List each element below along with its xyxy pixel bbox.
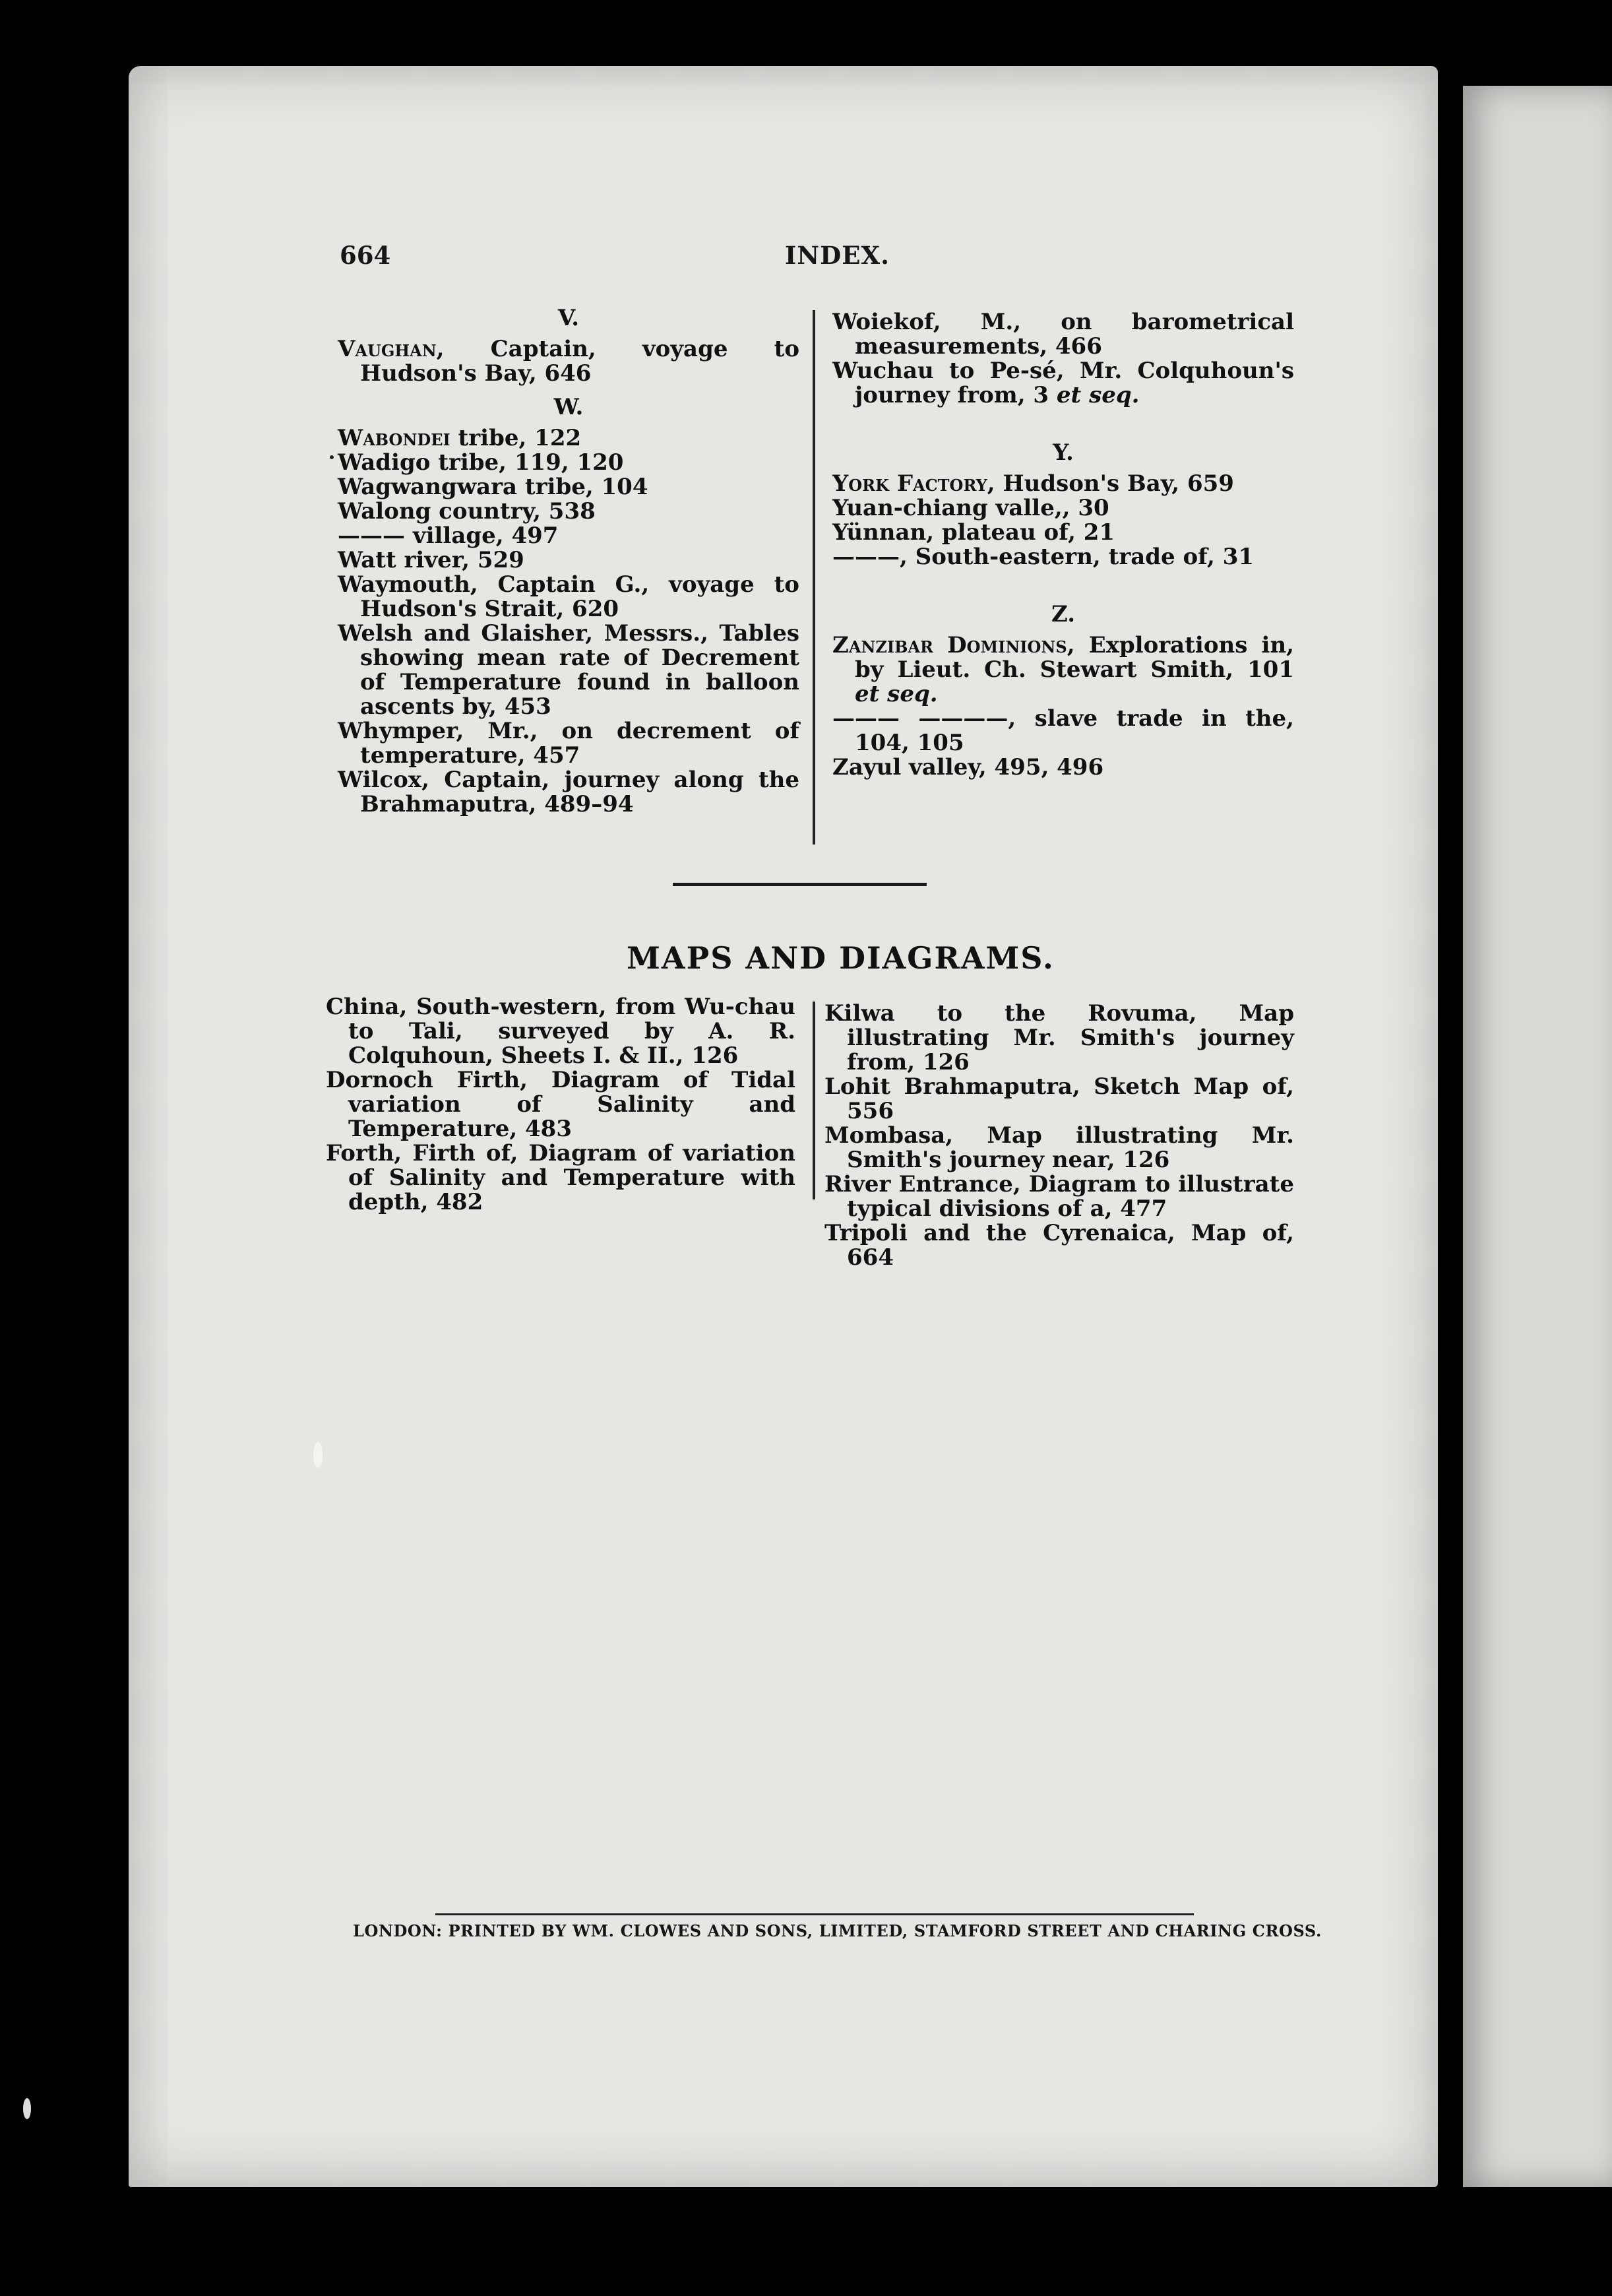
scan-speck <box>313 1442 323 1468</box>
entry-text: , Explorations in, by Lieut. Ch. Stewart Smith, 101 <box>855 632 1295 683</box>
maps-column-left <box>326 995 795 1215</box>
index-entry: Wagwangwara tribe, 104 <box>338 474 648 500</box>
scan-speck <box>330 455 334 459</box>
map-entry: Dornoch Firth, Diagram of Tidal variation of Salinity and Temperature, 483 <box>326 1067 795 1142</box>
index-entry: ——— ————, slave trade in the, 104, 105 <box>832 705 1294 756</box>
index-entry: Yuan-chiang valle,, 30 <box>832 495 1109 521</box>
index-entry: Walong country, 538 <box>338 498 596 525</box>
index-entry: Wadigo tribe, 119, 120 <box>338 449 624 476</box>
index-entry <box>338 337 799 386</box>
letter-heading-y: Y. <box>1053 439 1074 466</box>
entry-text: tribe, 122 <box>450 425 582 451</box>
index-entry: Waymouth, Captain G., voyage to Hudson's Strait, 620 <box>338 571 799 622</box>
imprint-rule <box>435 1913 1194 1915</box>
index-entry: Woiekof, M., on barometrical measurements, 466 <box>832 309 1294 360</box>
page-number: 664 <box>340 241 391 270</box>
letter-heading-v: V. <box>557 305 580 331</box>
index-entry <box>832 472 1294 496</box>
entry-etseq: et seq. <box>855 681 938 707</box>
column-divider <box>813 310 815 845</box>
index-entry: Zayul valley, 495, 496 <box>832 754 1104 781</box>
map-entry: Tripoli and the Cyrenaica, Map of, 664 <box>824 1220 1294 1271</box>
map-entry: Forth, Firth of, Diagram of variation of Salinity and Temperature with depth, 482 <box>326 1140 795 1215</box>
index-entry: ———, South-eastern, trade of, 31 <box>832 544 1255 570</box>
printer-imprint: LONDON: PRINTED BY WM. CLOWES AND SONS, LIMITED, STAMFORD STREET AND CHARING CROSS. <box>353 1921 1322 1940</box>
running-title: INDEX. <box>785 241 890 270</box>
index-entry: Whymper, Mr., on decrement of temperature, 457 <box>338 718 799 769</box>
index-entry <box>832 359 1294 408</box>
index-entry: Yünnan, plateau of, 21 <box>832 519 1115 546</box>
index-entry: Watt river, 529 <box>338 547 524 573</box>
entry-text: , Captain, voyage to Hudson's Bay, 646 <box>360 336 799 387</box>
map-entry: Mombasa, Map illustrating Mr. Smith's journey near, 126 <box>824 1122 1294 1173</box>
map-entry: River Entrance, Diagram to illustrate typical divisions of a, 477 <box>824 1171 1294 1222</box>
scan-speck <box>23 2098 31 2119</box>
column-divider <box>813 1002 815 1199</box>
index-entry <box>338 426 799 451</box>
maps-column-right <box>824 1002 1294 1270</box>
entry-etseq: et seq. <box>1056 382 1140 408</box>
index-entry: Wilcox, Captain, journey along the Brahmaputra, 489–94 <box>338 767 799 817</box>
letter-heading-w: W. <box>553 394 584 420</box>
entry-name: Vaughan <box>338 336 437 362</box>
facing-page-edge <box>1463 86 1612 2187</box>
entry-text: , Hudson's Bay, 659 <box>987 470 1234 497</box>
entry-text: Wuchau to Pe-sé, Mr. Colquhoun's journey from, 3 <box>832 358 1294 408</box>
index-entry: Welsh and Glaisher, Messrs., Tables showing mean rate of Decrement of Temperature found in balloon ascents by, 453 <box>338 620 799 720</box>
index-entry: ——— village, 497 <box>338 523 559 549</box>
index-column-left <box>338 297 799 817</box>
section-divider <box>673 883 927 886</box>
letter-heading-z: Z. <box>1051 601 1076 627</box>
entry-name: Wabondei <box>338 425 450 451</box>
entry-name: Zanzibar Dominions <box>832 632 1067 658</box>
index-column-right <box>832 310 1294 780</box>
entry-name: York Factory <box>832 470 987 497</box>
section-title: MAPS AND DIAGRAMS. <box>627 940 1055 976</box>
map-entry: Lohit Brahmaputra, Sketch Map of, 556 <box>824 1073 1294 1124</box>
index-entry <box>832 633 1294 707</box>
map-entry: China, South-western, from Wu-chau to Tali, surveyed by A. R. Colquhoun, Sheets I. & II., 126 <box>326 994 795 1069</box>
map-entry: Kilwa to the Rovuma, Map illustrating Mr. Smith's journey from, 126 <box>824 1000 1294 1075</box>
